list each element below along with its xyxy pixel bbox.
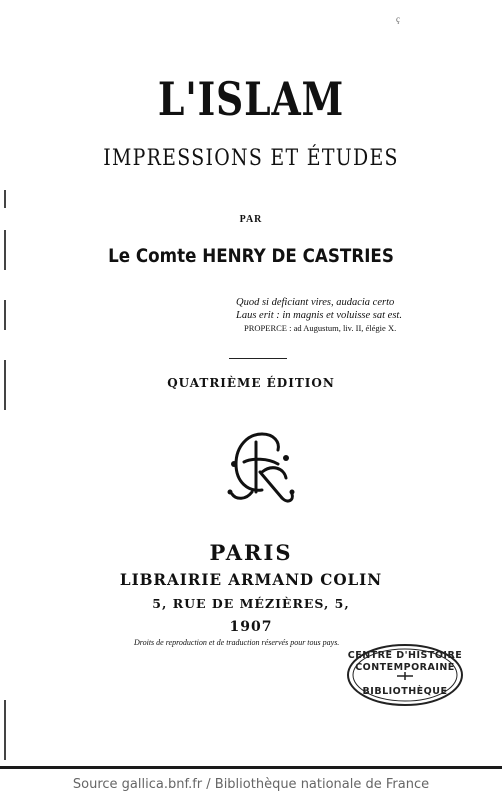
epigraph-line-2: Laus erit : in magnis et voluisse sat est.	[236, 310, 402, 321]
city: PARIS	[209, 540, 293, 565]
publication-year: 1907	[229, 619, 273, 635]
divider-rule	[229, 358, 287, 360]
edge-mark	[4, 300, 6, 330]
library-stamp	[345, 642, 465, 708]
edge-mark	[4, 700, 6, 760]
publisher-address: 5, RUE DE MÉZIÈRES, 5,	[152, 596, 350, 611]
footer-divider	[0, 766, 502, 769]
corner-mark: ç	[396, 14, 400, 24]
stamp-line-3: BIBLIOTHÈQUE	[362, 686, 448, 697]
epigraph-line-1: Quod si deficiant vires, audacia certo	[236, 297, 395, 308]
edition-label: QUATRIÈME ÉDITION	[167, 376, 335, 390]
book-title: L'ISLAM	[157, 72, 345, 126]
source-footer: Source gallica.bnf.fr / Bibliothèque nationale de France	[72, 777, 430, 792]
epigraph	[236, 296, 402, 335]
publisher-monogram-icon	[222, 428, 298, 508]
epigraph-source: PROPERCE : ad Augustum, liv. II, élégie X.	[244, 323, 397, 333]
stamp-line-2: CONTEMPORAINE	[355, 662, 455, 673]
edge-mark	[4, 190, 6, 208]
author-name: Le Comte HENRY DE CASTRIES	[108, 245, 394, 267]
edge-mark	[4, 230, 6, 270]
stamp-line-1: CENTRE D'HISTOIRE	[347, 650, 463, 661]
book-subtitle: IMPRESSIONS ET ÉTUDES	[103, 146, 399, 171]
publisher: LIBRAIRIE ARMAND COLIN	[119, 570, 383, 589]
by-label: PAR	[239, 214, 263, 225]
rights-notice: Droits de reproduction et de traduction réservés pour tous pays.	[134, 638, 340, 647]
binding-edge-marks	[4, 0, 16, 798]
